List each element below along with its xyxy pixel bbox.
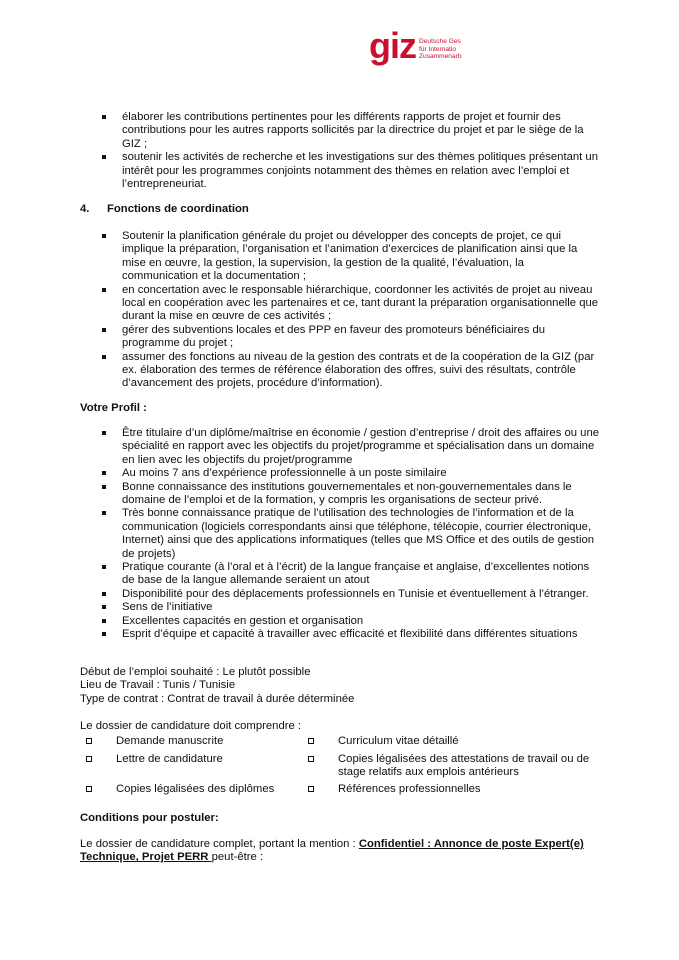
dossier-intro: Le dossier de candidature doit comprendre :: [80, 720, 302, 732]
list-item: Bonne connaissance des institutions gouvernementales et non-gouvernementales dans le domaine de l’emploi et de la formation, y compris les organisations de secteur privé.: [100, 481, 600, 508]
logo-text: [419, 38, 462, 61]
list-item: Disponibilité pour des déplacements professionnels en Tunisie et éventuellement à l’étranger.: [100, 588, 600, 601]
list-item: élaborer les contributions pertinentes pour les différents rapports de projet et fournir des contributions pour les autres rapports sollicités par la directrice du projet et par le siège de la GIZ ;: [100, 111, 600, 151]
coordination-bullet-list: [100, 230, 600, 391]
list-item: en concertation avec le responsable hiérarchique, coordonner les activités de projet au niveau local en coopération avec les partenaires et ce, tant durant la préparation organisationnelle que durant la mise en œuvre de ces activités ;: [100, 284, 600, 324]
checkbox-icon: [308, 738, 314, 744]
job-start: Début de l’emploi souhaité : Le plutôt possible: [80, 666, 311, 678]
logo-line: für Internatio: [419, 45, 457, 53]
conditions-mention: Confidentiel : Annonce de poste Expert(e) Technique, Projet PERR: [80, 838, 584, 864]
list-item: Très bonne connaissance pratique de l’utilisation des technologies de l’information et de la communication (logiciels correspondants ainsi que téléphone, télécopie, courrier électronique, Internet) ainsi que des applications informatiques (telles que MS Office et des outils de gestion de projets): [100, 507, 600, 561]
logo-line: Deutsche Ges: [419, 38, 461, 45]
logo-line: Zusammenarb: [419, 53, 462, 61]
job-location: Lieu de Travail : Tunis / Tunisie: [80, 679, 236, 692]
conditions-text-after: peut-être :: [211, 851, 264, 864]
list-item: Pratique courante (à l’oral et à l’écrit) de la langue française et anglaise, d’excellentes notions de base de la langue allemande seraient un atout: [100, 561, 600, 588]
checkbox-icon: [308, 786, 314, 792]
conditions-text: [80, 838, 605, 865]
profil-bullet-list: [100, 427, 600, 642]
list-item: Soutenir la planification générale du projet ou développer des concepts de projet, ce qui implique la préparation, l’organisation et l’animation d’exercices de planification ainsi que la mise en œuvre, la gestion, la supervision, la gestion de la qualité, l’évaluation, la communication et la documentation ;: [100, 230, 600, 284]
checkbox-icon: [86, 756, 92, 762]
intro-bullet-list: [100, 111, 600, 191]
profil-heading: Votre Profil :: [80, 402, 147, 414]
checkbox-icon: [86, 738, 92, 744]
checkbox-icon: [308, 756, 314, 762]
logo-mark: giz: [369, 25, 416, 66]
section-4-heading: [80, 203, 249, 216]
list-item: Au moins 7 ans d’expérience professionnelle à un poste similaire: [100, 467, 600, 480]
list-item: soutenir les activités de recherche et les investigations sur des thèmes politiques présentant un intérêt pour les programmes conjoints notamment des thèmes en relation avec l’emploi et l’entrepreneuriat.: [100, 151, 600, 191]
job-contract: Type de contrat : Contrat de travail à durée déterminée: [80, 692, 355, 705]
job-info: [80, 666, 610, 706]
list-item: Être titulaire d’un diplôme/maîtrise en économie / gestion d’entreprise / droit des affaires ou une spécialité en rapport avec les objectifs du projet/programme et spécialisation dans un domaine en lien avec les objectifs du projet/programme: [100, 427, 600, 467]
section-number: 4.: [80, 203, 90, 215]
checkbox-icon: [86, 786, 92, 792]
list-item: Excellentes capacités en gestion et organisation: [100, 615, 600, 628]
list-item: assumer des fonctions au niveau de la gestion des contrats et de la coopération de la GIZ (par ex. élaboration des termes de référence élaboration des offres, suivi des résultats, contrôle d’avancement des projets, procédure d’information).: [100, 351, 600, 391]
list-item: gérer des subventions locales et des PPP en faveur des promoteurs bénéficiaires du programme du projet ;: [100, 324, 600, 351]
list-item: Sens de l’initiative: [100, 601, 600, 614]
conditions-text-before: Le dossier de candidature complet, portant la mention :: [80, 838, 359, 850]
section-title: Fonctions de coordination: [107, 203, 249, 215]
conditions-heading: Conditions pour postuler:: [80, 812, 219, 824]
giz-logo: [369, 25, 479, 68]
list-item: Esprit d’équipe et capacité à travailler avec efficacité et flexibilité dans différentes situations: [100, 628, 600, 641]
